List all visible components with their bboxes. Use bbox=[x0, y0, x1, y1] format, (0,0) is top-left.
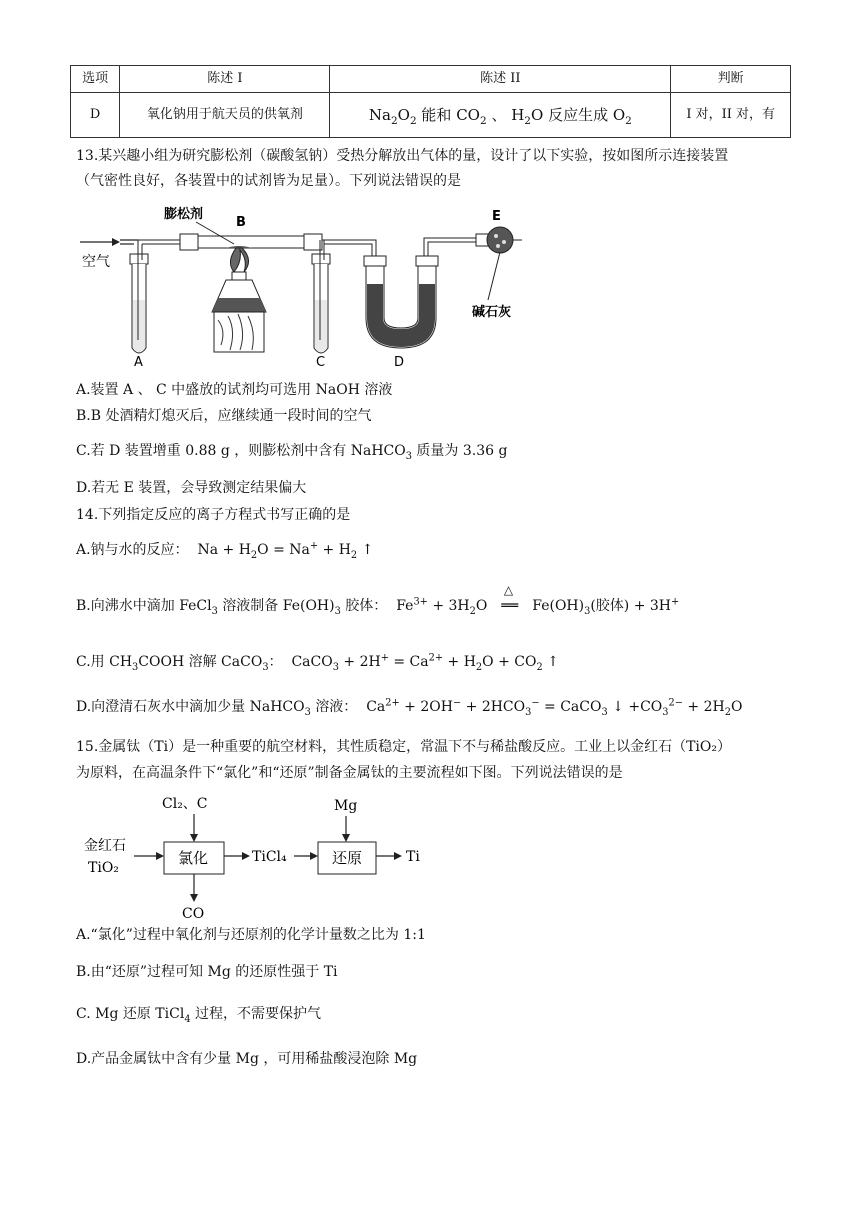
q14-option-A-equation: $Na + H_2O = Na^+ + H_2$ ↑ bbox=[193, 540, 374, 561]
q15-option-B: B.由“还原”过程可知 Mg 的还原性强于 Ti bbox=[76, 964, 338, 980]
table-header-row bbox=[71, 66, 791, 93]
q14-option-B-text2: 溶液制备 Fe(OH) bbox=[222, 598, 335, 614]
flow-output: Ti bbox=[406, 849, 420, 865]
cell-judge: I 对，II 对，有 bbox=[671, 93, 791, 138]
header-option: 选项 bbox=[71, 66, 120, 93]
q14-option-D-text1: D.向澄清石灰水中滴加少量 NaHCO bbox=[76, 699, 305, 715]
header-statement1: 陈述 I bbox=[120, 66, 330, 93]
label-B: B bbox=[236, 215, 246, 230]
q14-option-A bbox=[76, 540, 373, 560]
q13-option-D: D.若无 E 装置，会导致测定结果偏大 bbox=[76, 480, 307, 496]
u-tube-D bbox=[364, 256, 438, 370]
q15-stem-line1: 15.金属钛（Ti）是一种重要的航空材料，其性质稳定，常温下不与稀盐酸反应。工业上以金红石（TiO₂） bbox=[76, 739, 731, 755]
alcohol-lamp bbox=[212, 248, 266, 352]
label-agent: 膨松剂 bbox=[164, 207, 204, 222]
q15-flow-diagram bbox=[76, 790, 436, 922]
label-E: E bbox=[492, 209, 501, 224]
q14-option-B: B.向沸水中滴加 FeCl$_3$ 溶液制备 $Fe(OH)_3$ 胶体： $Fe^{3+} + 3H_2O$ △ ══ $Fe(OH)_3$(胶体) + 3H+ bbox=[76, 583, 680, 617]
flow-intermediate: TiCl₄ bbox=[252, 849, 287, 865]
q15-option-C-part1: C. Mg 还原 TiCl bbox=[76, 1006, 185, 1022]
tube-C bbox=[312, 240, 330, 370]
q14-option-D-text2: 溶液： bbox=[315, 699, 358, 715]
q14-option-C-equation: CaCO$_3$ + $2H^+ = Ca^{2+} + H_2O + CO_2$ ↑ bbox=[287, 652, 559, 673]
label-D: D bbox=[394, 355, 405, 370]
flow-byproduct: CO bbox=[182, 906, 205, 922]
tube-B bbox=[164, 206, 322, 250]
q15-option-A: A.“氯化”过程中氧化剂与还原剂的化学计量数之比为 1:1 bbox=[76, 927, 426, 943]
q13-stem-line2: （气密性良好，各装置中的试剂皆为足量）。下列说法错误的是 bbox=[76, 173, 461, 189]
q13-option-C: C.若 D 装置增重 0.88 g ，则膨松剂中含有 NaHCO$_3$ 质量为 3.36 g bbox=[76, 443, 508, 462]
cell-statement1: 氧化钠用于航天员的供氧剂 bbox=[120, 93, 330, 138]
q15-stem-line2: 为原料，在高温条件下“氯化”和“还原”制备金属钛的主要流程如下图。下列说法错误的是 bbox=[76, 765, 623, 781]
q14-option-C-text1: C.用 CH bbox=[76, 654, 133, 670]
q13-option-B: B.B 处酒精灯熄灭后，应继续通一段时间的空气 bbox=[76, 408, 372, 424]
q13-stem-line1: 13.某兴趣小组为研究膨松剂（碳酸氢钠）受热分解放出气体的量，设计了以下实验，按如图所示连接装置 bbox=[76, 148, 729, 164]
q14-option-C: C.用 $CH_3COOH$ 溶解 CaCO$_3$： CaCO$_3$ + $2H^+ = Ca^{2+} + H_2O + CO_2$ ↑ bbox=[76, 652, 559, 673]
q14-option-A-text: A.钠与水的反应： bbox=[76, 542, 189, 558]
flow-raw-formula: TiO₂ bbox=[88, 860, 119, 876]
q14-option-B-equation: $Fe^{3+} + 3H_2O$ △ ══ $Fe(OH)_3$(胶体) + 3H+ bbox=[391, 583, 680, 617]
flow-mg: Mg bbox=[334, 798, 358, 814]
label-air: 空气 bbox=[82, 254, 110, 270]
flow-raw-material: 金红石 bbox=[84, 838, 126, 854]
question-table bbox=[70, 65, 791, 138]
formula-na2o2: $Na_2O_2$ bbox=[368, 106, 417, 127]
drying-tube-E bbox=[472, 209, 522, 320]
table-row bbox=[71, 93, 791, 138]
q14-option-B-text3: 胶体： bbox=[345, 598, 388, 614]
q13-option-C-part1: C.若 D 装置增重 0.88 g ，则膨松剂中含有 NaHCO bbox=[76, 443, 406, 459]
q14-option-D-equation: $Ca^{2+} + 2OH^- + 2HCO_3^-$ = CaCO$_3$ ↓ $+CO_3^{2-} + 2H_2O$ bbox=[361, 697, 743, 718]
flow-box1-label: 氯化 bbox=[178, 849, 209, 867]
q13-option-A: A.装置 A 、 C 中盛放的试剂均可选用 NaOH 溶液 bbox=[76, 382, 393, 398]
flow-input-top: Cl₂、C bbox=[162, 796, 208, 812]
flow-box2-label: 还原 bbox=[332, 849, 363, 867]
q14-option-D: D.向澄清石灰水中滴加少量 NaHCO$_3$ 溶液： $Ca^{2+} + 2OH^- + 2HCO_3^-$ = CaCO$_3$ ↓ $+CO_3^{2-} + 2H_2O$ bbox=[76, 697, 743, 718]
label-C: C bbox=[316, 355, 326, 370]
tube-A bbox=[130, 240, 148, 370]
q14-option-C-text2: COOH 溶解 CaCO bbox=[138, 654, 263, 670]
q13-option-C-part2: 质量为 3.36 g bbox=[416, 443, 508, 459]
header-judge: 判断 bbox=[671, 66, 791, 93]
text-react-produce: 反应生成 bbox=[548, 106, 609, 124]
q13-apparatus-figure bbox=[76, 200, 536, 372]
q15-option-C-part2: 过程，不需要保护气 bbox=[195, 1006, 322, 1022]
q15-option-C: C. Mg 还原 TiCl$_4$ 过程，不需要保护气 bbox=[76, 1006, 322, 1025]
q15-option-D: D.产品金属钛中含有少量 Mg ，可用稀盐酸浸泡除 Mg bbox=[76, 1051, 418, 1067]
header-statement2: 陈述 II bbox=[330, 66, 671, 93]
label-A: A bbox=[134, 355, 143, 370]
text-can-react: 能和 bbox=[421, 106, 452, 124]
q14-stem: 14.下列指定反应的离子方程式书写正确的是 bbox=[76, 507, 351, 523]
cell-option: D bbox=[71, 93, 120, 138]
label-lime: 碱石灰 bbox=[472, 305, 512, 320]
cell-statement2: $Na_2O_2$ 能和 $CO_2$ 、 $H_2O$ 反应生成 $O_2$ bbox=[330, 93, 671, 138]
q14-option-B-text1: B.向沸水中滴加 FeCl bbox=[76, 598, 212, 614]
